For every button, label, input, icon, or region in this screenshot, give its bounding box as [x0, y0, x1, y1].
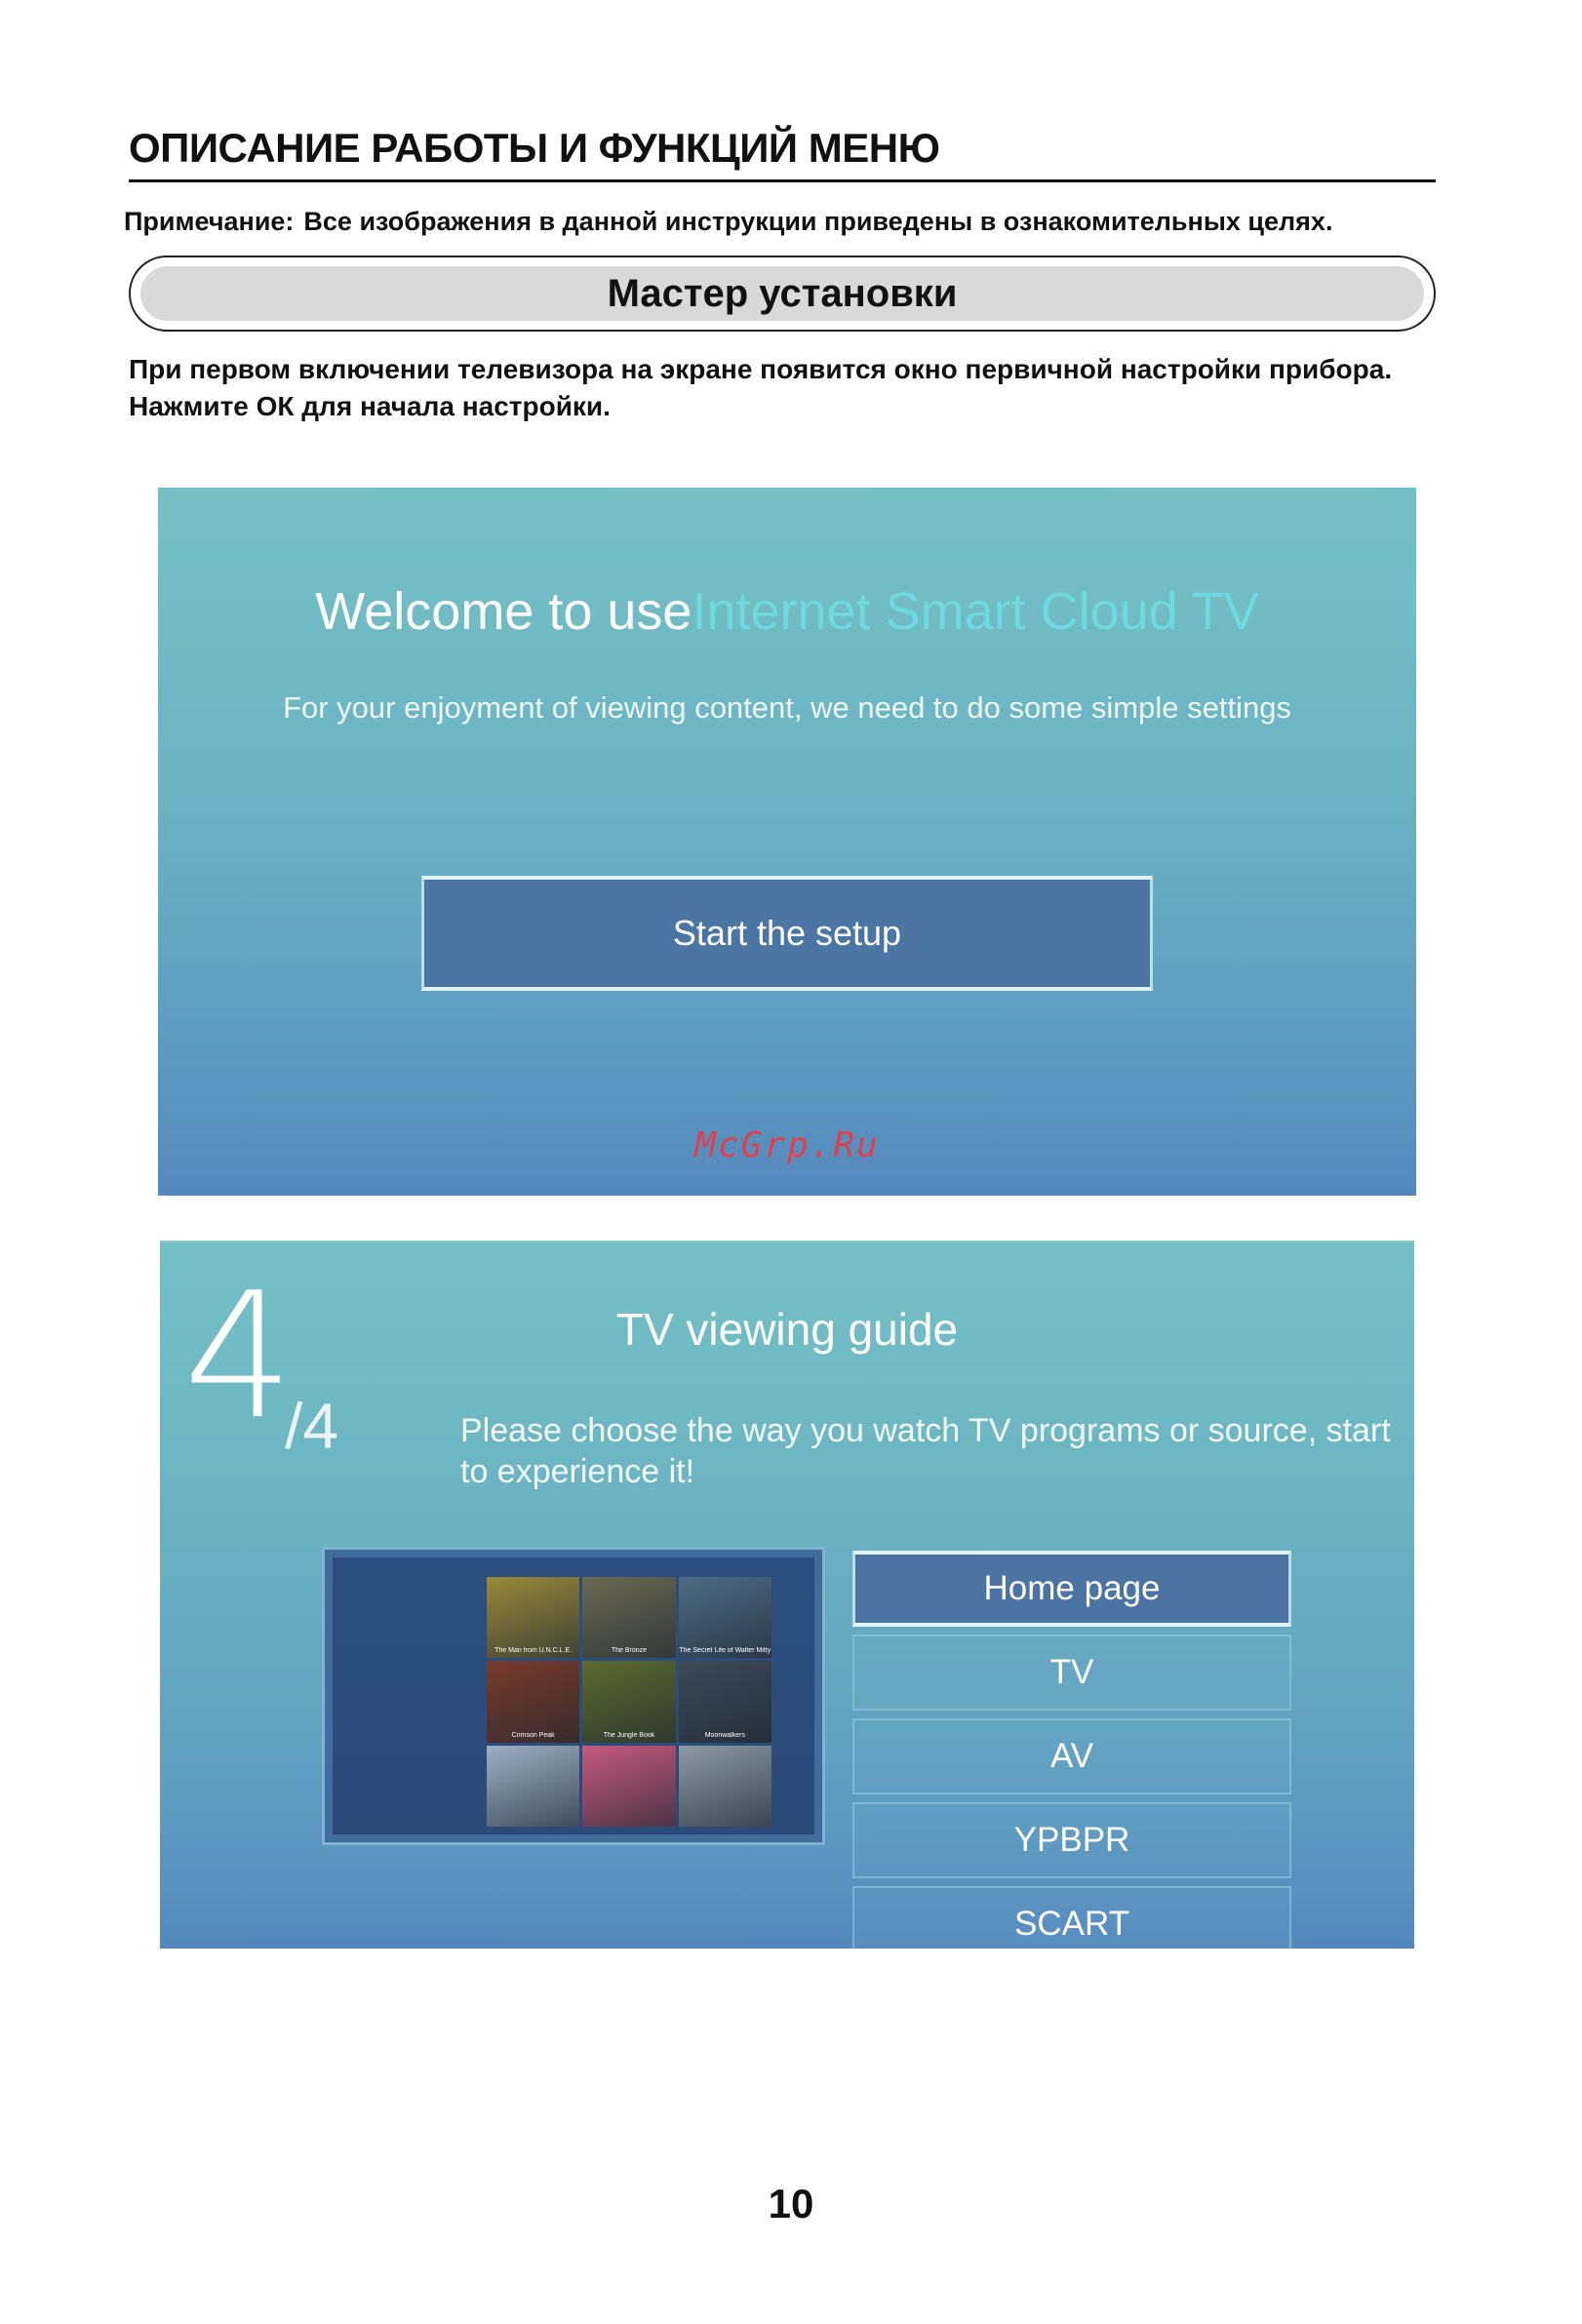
- guide-description: Please choose the way you watch TV programs or source, start to experience it!: [460, 1412, 1391, 1490]
- poster-caption: The Man from U.N.C.L.E.: [494, 1647, 573, 1655]
- poster-tile: [582, 1746, 675, 1827]
- preview-home-screen: [333, 1557, 814, 1834]
- source-option-scart[interactable]: SCART: [852, 1886, 1291, 1949]
- page-number: 10: [768, 2181, 814, 2226]
- source-option-home-page[interactable]: Home page: [852, 1551, 1291, 1627]
- poster-tile: [487, 1577, 579, 1658]
- poster-caption: The Bronze: [611, 1647, 648, 1655]
- poster-tile: [582, 1661, 675, 1742]
- poster-grid: [487, 1577, 771, 1827]
- poster-tile: [582, 1577, 675, 1658]
- poster-caption: Crimson Peak: [511, 1731, 555, 1739]
- step-total: /4: [285, 1390, 339, 1462]
- poster-tile: [487, 1661, 579, 1742]
- intro-line-2: Нажмите ОК для начала настройки.: [129, 391, 611, 421]
- step-number: 4: [183, 1255, 295, 1457]
- source-option-av[interactable]: AV: [852, 1718, 1291, 1794]
- welcome-title: [158, 581, 1416, 642]
- poster-caption: The Secret Life of Walter Mitty: [679, 1647, 771, 1655]
- poster-tile: [487, 1746, 579, 1827]
- poster-tile: [679, 1577, 771, 1658]
- intro-paragraph: [129, 351, 1514, 425]
- intro-line-1: При первом включении телевизора на экране появится окно первичной настройки прибора.: [129, 354, 1393, 384]
- welcome-brand: Internet Smart Cloud TV: [692, 582, 1259, 641]
- poster-tile: [679, 1661, 771, 1742]
- section-title: Мастер установки: [140, 266, 1424, 321]
- welcome-prefix: Welcome to use: [315, 582, 692, 641]
- welcome-screen: [158, 488, 1416, 1196]
- poster-tile: [679, 1746, 771, 1827]
- source-option-tv[interactable]: TV: [852, 1635, 1291, 1711]
- page-heading: ОПИСАНИЕ РАБОТЫ И ФУНКЦИЙ МЕНЮ: [129, 125, 1436, 182]
- tv-viewing-guide-screen: [160, 1241, 1414, 1949]
- source-preview: [322, 1547, 825, 1845]
- poster-caption: Moonwalkers: [704, 1731, 745, 1739]
- note-text: Все изображения в данной инструкции приведены в ознакомительных целях.: [303, 207, 1333, 236]
- section-title-pill: [129, 256, 1436, 332]
- start-setup-button[interactable]: Start the setup: [421, 876, 1153, 991]
- watermark: McGrp.Ru: [694, 1125, 880, 1165]
- note-label: Примечание:: [124, 207, 295, 236]
- source-option-ypbpr[interactable]: YPBPR: [852, 1802, 1291, 1878]
- welcome-subtitle: For your enjoyment of viewing content, we need to do some simple settings: [283, 690, 1291, 725]
- poster-caption: The Jungle Book: [603, 1731, 655, 1739]
- note: [124, 207, 1489, 237]
- guide-title: TV viewing guide: [615, 1304, 959, 1355]
